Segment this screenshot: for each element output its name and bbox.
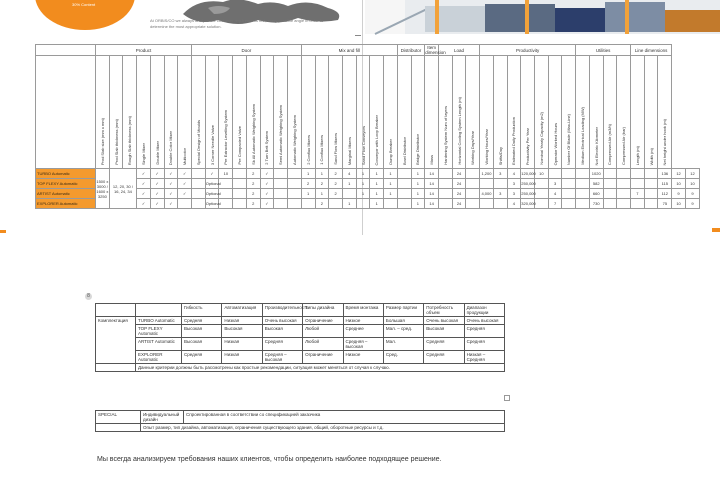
column-header: Bridge Distributor — [411, 56, 425, 169]
column-header: 1 Conflux Mixers — [315, 56, 329, 169]
scan-badge: 8 — [85, 293, 92, 300]
footer-text: Мы всегда анализируем требования наших клиентов, чтобы определить наиболее подходящее решение. — [97, 456, 442, 463]
group-header: Mix and fill — [301, 45, 397, 56]
table-header-row — [96, 304, 505, 317]
column-header: Operator Worked Hours — [548, 56, 562, 169]
column-header: Автоматизация — [222, 304, 262, 317]
table-row: TOP FLEXY Automatic ✓ ✓ ✓ ✓ Optional 2 ✓ 2 2 2 1 1 1 1 1 14 24 3 250,000 3 582 115 10 10 — [36, 179, 700, 189]
column-header: Mass — [425, 56, 439, 169]
column-header: Automatic Weighing System — [288, 56, 302, 169]
column-header: Sk All Automatic Weighing System — [246, 56, 260, 169]
column-header: Number Of Blade (Max-Line) — [562, 56, 576, 169]
column-header: Sand Flow Mixers — [329, 56, 343, 169]
column-header: Гибкость — [182, 304, 222, 317]
product-name: ARTIST Automatic — [36, 189, 96, 199]
column-header: Prod Slab size (mm x mm) — [96, 56, 110, 169]
column-header: 2 Turn Belt System — [260, 56, 274, 169]
column-header: Multicolor — [178, 56, 192, 169]
column-header: Hardening System Num of layers — [438, 56, 452, 169]
column-header — [96, 304, 136, 317]
product-name: TOP FLEXY Automatic — [36, 179, 96, 189]
group-header: Door — [192, 45, 302, 56]
column-header: Shifts/Day — [493, 56, 507, 169]
column-header: Nominal Yearly Capacity (m2) — [535, 56, 549, 169]
badge-text: 30% Content — [72, 2, 96, 7]
column-header: Width (m) — [644, 56, 658, 169]
table-row: TURBO Automatic 1500 x 3000 / 1600 x 3250 12, 20, 30 / 16, 24, 34 ✓ ✓ ✓ ✓ ✓ 10 2 ✓ 1 1 2 4 1 1 1 1 14 24 1,200 3 4 120,000 10 1020 136 12 12 — [36, 169, 700, 179]
column-header: Dump Breaker — [384, 56, 398, 169]
page-mark-right — [712, 228, 720, 232]
group-header: Product — [96, 45, 192, 56]
column-header: Net height under hook (m) — [658, 56, 672, 169]
group-header: Line dimensions — [631, 45, 672, 56]
column-header: Диапазон продукции — [464, 304, 504, 317]
group-header: Utilities — [576, 45, 631, 56]
brochure-page — [0, 0, 720, 235]
table-row: ARTIST Automatic ✓ ✓ ✓ ✓ Optional 2 ✓ 1 1 2 1 1 1 1 14 24 4,000 3 3 250,000 4 660 7 112 9 9 — [36, 189, 700, 199]
group-header: Distributor — [397, 45, 424, 56]
product-name: EXPLORER Automatic — [36, 199, 96, 209]
column-header: Special Design of Moulds — [192, 56, 206, 169]
product-name: TURBO Automatic — [36, 169, 96, 179]
column-header: Not Electric Kilometer — [589, 56, 603, 169]
cut-mark — [355, 35, 361, 36]
column-header: 2 Conflux Mixers — [301, 56, 315, 169]
special-col: Индивидуальный дизайн — [141, 411, 184, 424]
factory-photo — [365, 0, 720, 34]
caption-text: At ORBIS/CO we always analyze our customer requirements first, every possible angle in order to determine the most appropriate solution. — [150, 18, 324, 29]
comparison-table — [95, 303, 505, 372]
column-header: Medium Electrical Loading (MW) — [576, 56, 590, 169]
column-header: Length (m) — [631, 56, 645, 169]
column-header: Bowl Distributor — [397, 56, 411, 169]
column-header: 3 Corner Needle Valve — [205, 56, 219, 169]
column-header: Rough Slab thickness (mm) — [123, 56, 137, 169]
column-header: Horizontal Cooling System Length (m) — [452, 56, 466, 169]
group-label: Комплектация — [96, 317, 136, 364]
column-header: Pre Compacted Valve — [233, 56, 247, 169]
column-header: Semi Automatic Weighing System — [274, 56, 288, 169]
column-header: Working Days/Year — [466, 56, 480, 169]
column-header — [136, 304, 182, 317]
note-marker — [504, 395, 510, 401]
thickness-cell: 12, 20, 30 / 16, 24, 34 — [109, 169, 136, 209]
size-cell: 1500 x 3000 / 1600 x 3250 — [96, 169, 110, 209]
table-row: EXPLORER Automatic Средняя Низкая Средняя – высокая Ограничение Низкое Сред. Средняя Низкая – Средняя — [96, 351, 505, 364]
special-note: Опыт размер, тип дизайна, автоматизация, ограничения существующего здания, общий, оборотные ресурсы и т.д. — [141, 424, 505, 432]
group-header: Item dimension — [425, 45, 446, 55]
column-header: Compressed Air (bar) — [617, 56, 631, 169]
group-header: Load — [438, 45, 479, 56]
column-header: Compressed Air (m3/h) — [603, 56, 617, 169]
column-header: Conveyor with Loop Breaker — [370, 56, 384, 169]
column-header: Типы дизайна — [303, 304, 343, 317]
column-header: Marginal Mixers — [342, 56, 356, 169]
special-text: Спроектированная в соответствии со спецификацией заказчика — [184, 411, 505, 424]
column-header: Single Mixer — [137, 56, 151, 169]
column-header: Sand Flow Conveyors — [356, 56, 370, 169]
column-header: Время монтажа — [343, 304, 383, 317]
column-header: Working Hours/Year — [480, 56, 494, 169]
group-header: Productivity — [480, 45, 576, 56]
row-note: Данные критерии должны быть рассмотрены как простые рекомендации, ситуация может меняться от случая к случаю. — [136, 364, 505, 372]
special-label: SPECIAL — [96, 411, 141, 424]
table-row: Комплектация TURBO Automatic Средняя Низкая Очень высокая Ограничение Низкое Большая Очень высокая Очень высокая — [96, 317, 505, 325]
column-header: Pre Extractor Levelling System — [219, 56, 233, 169]
special-table — [95, 410, 505, 432]
table-row: EXPLORER Automatic ✓ ✓ ✓ Optional 2 ✓ 2 1 1 1 14 24 4 320,000 7 730 75 10 9 — [36, 199, 700, 209]
page-mark-left — [0, 230, 6, 233]
column-header: Double Color Mixer — [164, 56, 178, 169]
column-header: Double Mixer — [150, 56, 164, 169]
table-row: ARTIST Automatic Высокая Низкая Средняя Любой Средняя – высокая Мал. Средняя Средняя — [96, 338, 505, 351]
column-header: Prod Slab thickness (mm) — [109, 56, 123, 169]
column-header: Производительность — [262, 304, 302, 317]
table-row: TOP FLEXY Automatic Высокая Высокая Высокая Любой Среднее Мал. – сред. Высокая Средняя — [96, 325, 505, 338]
column-header: Productivity Per Year — [521, 56, 535, 169]
column-header: Estimated Daily Production — [507, 56, 521, 169]
spec-table — [35, 44, 700, 209]
column-header: Потребность объем — [424, 304, 464, 317]
column-header: Размер партии — [383, 304, 423, 317]
